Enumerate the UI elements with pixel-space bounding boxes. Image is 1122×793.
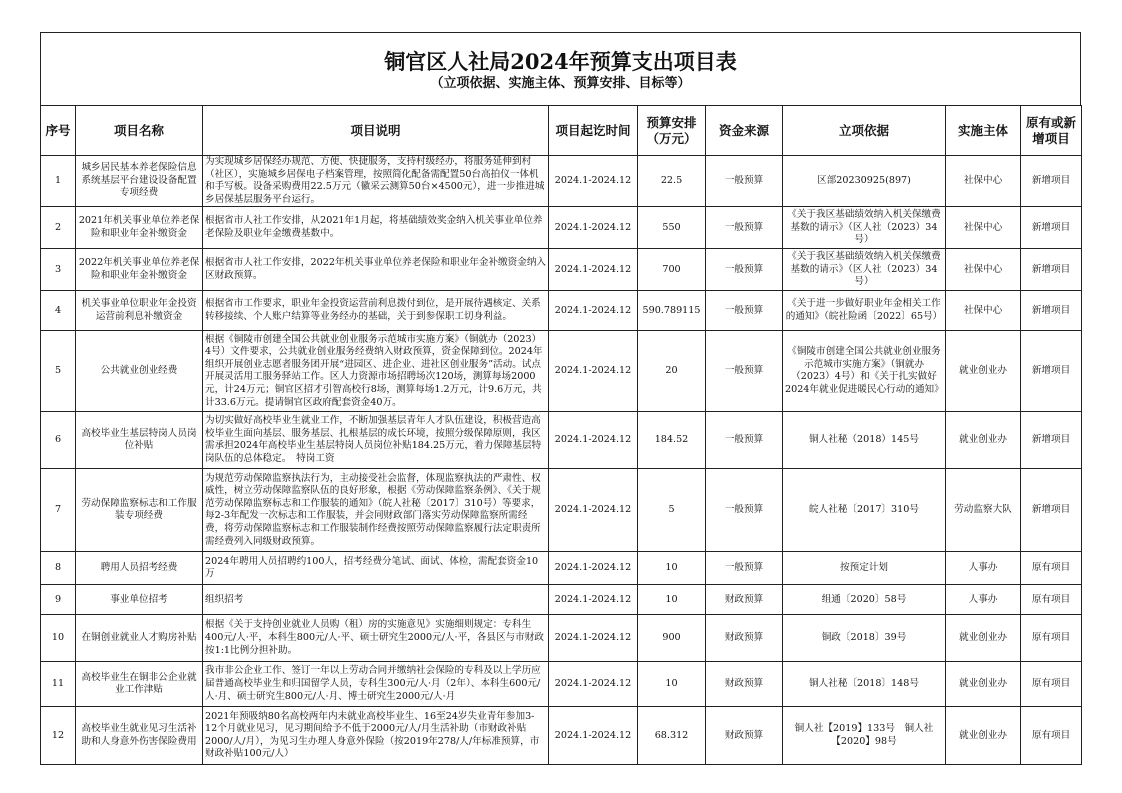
cell-desc: 根据《铜陵市创建全国公共就业创业服务示范城市实施方案》（铜就办（2023）4号）文件要求，公共就业创业服务经费纳入财政预算，资金保障到位。2024年组织开展创业志愿者服务团开展“进园区、进企业、进社区创业服务”活动。试点开展灵活用工服务驿站工作。区人力资源市场招聘场次120场，测算每场2000元，计24万元；铜官区招才引智高校行8场，测算每场1.2万元，计9.6万元，共计33.6万元。提请铜官区政府配套资金40万。 [203, 331, 549, 412]
cell-source: 财政预算 [706, 615, 783, 662]
header-col-basis: 立项依据 [783, 106, 946, 156]
cell-budget: 68.312 [638, 707, 706, 765]
cell-org: 就业创业办 [946, 615, 1021, 662]
cell-basis: 皖人社秘〔2017〕310号 [783, 469, 946, 552]
cell-source: 一般预算 [706, 156, 783, 207]
cell-budget: 900 [638, 615, 706, 662]
cell-period: 2024.1-2024.12 [549, 615, 638, 662]
cell-type: 新增项目 [1021, 331, 1082, 412]
cell-name: 高校毕业生在铜非公企业就业工作津贴 [76, 662, 203, 707]
cell-source: 财政预算 [706, 662, 783, 707]
cell-basis: 铜政〔2018〕39号 [783, 615, 946, 662]
table-row [41, 552, 1082, 585]
cell-no: 12 [41, 707, 76, 765]
cell-desc: 根据省市人社工作安排，2022年机关事业单位养老保险和职业年金补缴资金纳入区财政预算。 [203, 249, 549, 291]
cell-name: 高校毕业生就业见习生活补助和人身意外伤害保险费用 [76, 707, 203, 765]
cell-type: 新增项目 [1021, 412, 1082, 469]
cell-org: 就业创业办 [946, 707, 1021, 765]
cell-type: 原有项目 [1021, 552, 1082, 585]
cell-org: 社保中心 [946, 207, 1021, 249]
cell-source: 一般预算 [706, 291, 783, 331]
cell-type: 原有项目 [1021, 707, 1082, 765]
cell-name: 高校毕业生基层特岗人员岗位补贴 [76, 412, 203, 469]
cell-desc: 2024年聘用人员招聘约100人，招考经费分笔试、面试、体检，需配套资金10万 [203, 552, 549, 585]
cell-name: 机关事业单位职业年金投资运营前利息补缴资金 [76, 291, 203, 331]
table-row [41, 156, 1082, 207]
cell-period: 2024.1-2024.12 [549, 662, 638, 707]
cell-budget: 10 [638, 552, 706, 585]
cell-budget: 184.52 [638, 412, 706, 469]
cell-no: 4 [41, 291, 76, 331]
budget-table [40, 105, 1082, 765]
cell-desc: 我市非公企业工作、签订一年以上劳动合同并缴纳社会保险的专科及以上学历应届普通高校毕业生和归国留学人员，专科生300元/人·月（2年）、本科生600元/人·月、硕士研究生800元/人·月、博士研究生2000元/人·月 [203, 662, 549, 707]
cell-type: 新增项目 [1021, 207, 1082, 249]
header-row [41, 106, 1082, 156]
cell-basis: 组通〔2020〕58号 [783, 585, 946, 615]
budget-document [40, 32, 1081, 765]
header-col-org: 实施主体 [946, 106, 1021, 156]
cell-basis: 《关于进一步做好职业年金相关工作的通知》（皖社险函〔2022〕65号） [783, 291, 946, 331]
cell-source: 一般预算 [706, 552, 783, 585]
cell-budget: 590.789115 [638, 291, 706, 331]
cell-org: 社保中心 [946, 291, 1021, 331]
table-row [41, 615, 1082, 662]
cell-type: 原有项目 [1021, 662, 1082, 707]
header-col-period: 项目起讫时间 [549, 106, 638, 156]
cell-type: 原有项目 [1021, 585, 1082, 615]
cell-source: 一般预算 [706, 469, 783, 552]
cell-period: 2024.1-2024.12 [549, 249, 638, 291]
cell-type: 新增项目 [1021, 249, 1082, 291]
cell-desc: 2021年预吸纳80名高校两年内未就业高校毕业生、16至24岁失业青年参加3-12个月就业见习，见习期间给予不低于2000元/人/月生活补助（市财政补贴2000/人/月），为见习生办理人身意外保险（按2019年278/人/年标准预算，市财政补贴100元/人） [203, 707, 549, 765]
cell-type: 新增项目 [1021, 156, 1082, 207]
table-row [41, 662, 1082, 707]
cell-period: 2024.1-2024.12 [549, 156, 638, 207]
cell-desc: 组织招考 [203, 585, 549, 615]
cell-type: 原有项目 [1021, 615, 1082, 662]
cell-basis: 铜人社秘（2018）145号 [783, 412, 946, 469]
cell-desc: 根据省市工作要求，职业年金投资运营前利息拨付到位，是开展待遇核定、关系转移接续、个人账户结算等业务经办的基础，关于到参保职工切身利益。 [203, 291, 549, 331]
cell-org: 社保中心 [946, 156, 1021, 207]
header-col-source: 资金来源 [706, 106, 783, 156]
cell-name: 在铜创业就业人才购房补贴 [76, 615, 203, 662]
cell-budget: 20 [638, 331, 706, 412]
cell-type: 新增项目 [1021, 291, 1082, 331]
cell-basis: 区部20230925(897) [783, 156, 946, 207]
cell-no: 7 [41, 469, 76, 552]
cell-period: 2024.1-2024.12 [549, 331, 638, 412]
cell-basis: 《铜陵市创建全国公共就业创业服务示范城市实施方案》（铜就办（2023）4号）和《关于扎实做好2024年就业促进暖民心行动的通知》 [783, 331, 946, 412]
header-col-budget: 预算安排（万元） [638, 106, 706, 156]
header-col-desc: 项目说明 [203, 106, 549, 156]
cell-period: 2024.1-2024.12 [549, 585, 638, 615]
cell-no: 5 [41, 331, 76, 412]
cell-budget: 700 [638, 249, 706, 291]
table-row [41, 207, 1082, 249]
cell-name: 2021年机关事业单位养老保险和职业年金补缴资金 [76, 207, 203, 249]
cell-org: 劳动监察大队 [946, 469, 1021, 552]
cell-name: 劳动保障监察标志和工作服装专项经费 [76, 469, 203, 552]
page-subtitle: （立项依据、实施主体、预算安排、目标等） [430, 76, 691, 91]
cell-basis: 《关于我区基础绩效纳入机关保缴费基数的请示》（区人社（2023）34号） [783, 249, 946, 291]
table-row [41, 585, 1082, 615]
cell-source: 一般预算 [706, 207, 783, 249]
cell-period: 2024.1-2024.12 [549, 707, 638, 765]
cell-basis: 《关于我区基础绩效纳入机关保缴费基数的请示》（区人社（2023）34号） [783, 207, 946, 249]
cell-no: 1 [41, 156, 76, 207]
cell-desc: 根据省市人社工作安排，从2021年1月起，将基础绩效奖金纳入机关事业单位养老保险及职业年金缴费基数中。 [203, 207, 549, 249]
cell-period: 2024.1-2024.12 [549, 207, 638, 249]
cell-budget: 5 [638, 469, 706, 552]
cell-name: 2022年机关事业单位养老保险和职业年金补缴资金 [76, 249, 203, 291]
cell-budget: 550 [638, 207, 706, 249]
cell-no: 6 [41, 412, 76, 469]
cell-source: 一般预算 [706, 249, 783, 291]
cell-no: 11 [41, 662, 76, 707]
cell-period: 2024.1-2024.12 [549, 552, 638, 585]
cell-basis: 铜人社秘〔2018〕148号 [783, 662, 946, 707]
table-row [41, 469, 1082, 552]
header-col-name: 项目名称 [76, 106, 203, 156]
cell-basis: 铜人社【2019】133号 铜人社【2020】98号 [783, 707, 946, 765]
cell-desc: 为规范劳动保障监察执法行为，主动接受社会监督，体现监察执法的严肃性、权威性，树立劳动保障监察队伍的良好形象，根据《劳动保障监察条例》、《关于规范劳动保障监察标志和工作服装的通知》（皖人社秘〔2017〕310号）等要求，每2-3年配发一次标志和工作服装，并会同财政部门落实劳动保障监察所需经费，将劳动保障监察标志和工作服装制作经费按照劳动保障监察履行法定职责所需经费列入同级财政预算。 [203, 469, 549, 552]
cell-budget: 22.5 [638, 156, 706, 207]
cell-org: 人事办 [946, 552, 1021, 585]
cell-source: 一般预算 [706, 412, 783, 469]
cell-no: 9 [41, 585, 76, 615]
cell-no: 8 [41, 552, 76, 585]
table-row [41, 249, 1082, 291]
cell-org: 人事办 [946, 585, 1021, 615]
cell-source: 财政预算 [706, 585, 783, 615]
cell-name: 聘用人员招考经费 [76, 552, 203, 585]
page-title: 铜官区人社局2024年预算支出项目表 [384, 49, 737, 74]
cell-period: 2024.1-2024.12 [549, 469, 638, 552]
table-row [41, 707, 1082, 765]
cell-no: 2 [41, 207, 76, 249]
cell-name: 事业单位招考 [76, 585, 203, 615]
table-row [41, 291, 1082, 331]
title-block [40, 32, 1081, 105]
cell-period: 2024.1-2024.12 [549, 412, 638, 469]
cell-no: 3 [41, 249, 76, 291]
cell-budget: 10 [638, 585, 706, 615]
cell-no: 10 [41, 615, 76, 662]
cell-budget: 10 [638, 662, 706, 707]
cell-desc: 为实现城乡居保经办规范、方便、快捷服务，支持村级经办，将服务延伸到村（社区），实施城乡居保电子档案管理，按照简化配备需配置50台高拍仪一体机和手写板。设备采购费用22.5万元（徽采云测算50台×4500元），进一步推进城乡居保基层服务平台运行。 [203, 156, 549, 207]
cell-source: 一般预算 [706, 331, 783, 412]
cell-period: 2024.1-2024.12 [549, 291, 638, 331]
cell-desc: 为切实做好高校毕业生就业工作，不断加强基层青年人才队伍建设，积极营造高校毕业生面向基层、服务基层、扎根基层的成长环境，按照分级保障原则，我区需承担2024年高校毕业生基层特岗人员岗位补贴184.25万元，着力保障基层特岗队伍的总体稳定。 特岗工资 [203, 412, 549, 469]
cell-type: 新增项目 [1021, 469, 1082, 552]
cell-desc: 根据《关于支持创业就业人员购（租）房的实施意见》实施细则规定：专科生400元/人·平，本科生800元/人·平、硕士研究生2000元/人·平，各县区与市财政按1:1比例分担补助。 [203, 615, 549, 662]
cell-org: 社保中心 [946, 249, 1021, 291]
table-row [41, 331, 1082, 412]
cell-source: 财政预算 [706, 707, 783, 765]
cell-org: 就业创业办 [946, 331, 1021, 412]
table-row [41, 412, 1082, 469]
cell-basis: 按预定计划 [783, 552, 946, 585]
header-col-type: 原有或新增项目 [1021, 106, 1082, 156]
cell-org: 就业创业办 [946, 412, 1021, 469]
header-col-no: 序号 [41, 106, 76, 156]
cell-name: 城乡居民基本养老保险信息系统基层平台建设设备配置专项经费 [76, 156, 203, 207]
cell-name: 公共就业创业经费 [76, 331, 203, 412]
cell-org: 就业创业办 [946, 662, 1021, 707]
